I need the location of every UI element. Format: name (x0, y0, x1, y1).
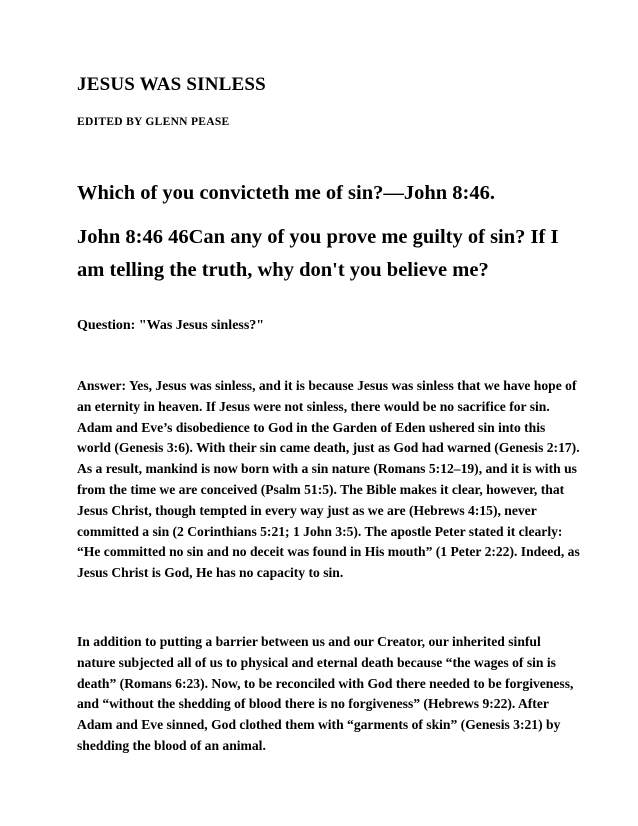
question-paragraph: Question: "Was Jesus sinless?" (77, 318, 265, 333)
verse-heading-kjv: Which of you convicteth me of sin?—John 8:46. (77, 182, 495, 204)
page-title: JESUS WAS SINLESS (77, 74, 266, 95)
editor-credit: EDITED BY GLENN PEASE (77, 116, 230, 128)
verse-heading-niv: John 8:46 46Can any of you prove me guilty of sin? If I am telling the truth, why don't you believe me? (77, 226, 559, 281)
answer-paragraph: Answer: Yes, Jesus was sinless, and it is because Jesus was sinless that we have hope of an eternity in heaven. If Jesus were not sinless, there would be no sacrifice for sin. Adam and Eve’s disobedience to God in the Garden of Eden ushered sin into this world (Genesis 3:6). With their sin came death, just as God had warned (Genesis 2:17). As a result, mankind is now born with a sin nature (Romans 5:12–19), and it is with us from the time we are conceived (Psalm 51:5). The Bible makes it clear, however, that Jesus Christ, though tempted in every way just as we are (Hebrews 4:15), never committed a sin (2 Corinthians 5:21; 1 John 3:5). The apostle Peter stated it clearly: “He committed no sin and no deceit was found in His mouth” (1 Peter 2:22). Indeed, as Jesus Christ is God, He has no capacity to sin. (77, 378, 580, 581)
body-paragraph-2: In addition to putting a barrier between us and our Creator, our inherited sinful nature subjected all of us to physical and eternal death because “the wages of sin is death” (Romans 6:23). Now, to be reconciled with God there needed to be forgiveness, and “without the shedding of blood there is no forgiveness” (Hebrews 9:22). After Adam and Eve sinned, God clothed them with “garments of skin” (Genesis 3:21) by shedding the blood of an animal. (77, 634, 574, 753)
